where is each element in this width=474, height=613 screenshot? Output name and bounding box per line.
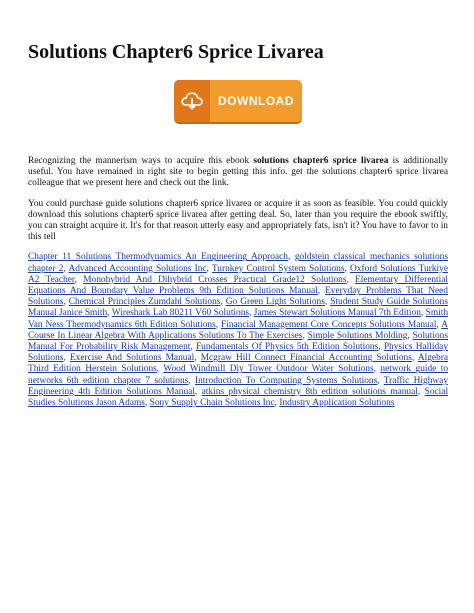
page-title: Solutions Chapter6 Sprice Livarea: [28, 41, 324, 63]
related-link[interactable]: Social Studies Solutions Jason Adams: [28, 386, 449, 409]
related-link[interactable]: Chapter 11 Solutions Thermodynamics An Engineering Approach: [28, 252, 288, 263]
cloud-download-icon: [174, 80, 210, 122]
related-link[interactable]: goldstein classical mechanics solutions chapter 2: [28, 252, 448, 274]
related-link[interactable]: Monohybrid And Dihybrid Crosses Practical Grade12 Solutions: [83, 274, 347, 285]
related-link[interactable]: Sony Supply Chain Solutions Inc: [149, 398, 275, 409]
related-link[interactable]: Solutions Manual For Probability Risk Management: [28, 330, 448, 353]
related-link[interactable]: Student Study Guide Solutions Manual Janice Smith: [28, 297, 449, 319]
related-link[interactable]: James Stewart Solutions Manual 7th Edition: [253, 308, 421, 319]
intro-text-start: Recognizing the mannerism ways to acquire this ebook: [28, 156, 254, 166]
related-link[interactable]: Elementary Differential Equations And Boundary Value Problems 9th Edition Solutions Manual: [28, 274, 449, 297]
related-link[interactable]: Chemical Principles Zumdahl Solutions: [68, 297, 221, 308]
related-link[interactable]: Fundamentals Of Physics 5th Edition Solutions: [195, 342, 379, 353]
related-link[interactable]: A Course In Linear Algebra With Applications Solutions To The Exercises: [28, 319, 449, 341]
related-link[interactable]: Physics Halliday Solutions: [28, 342, 449, 364]
related-link[interactable]: Advanced Accounting Solutions Inc: [68, 263, 207, 274]
intro-bold-keyword: solutions chapter6 sprice livarea: [253, 156, 389, 166]
related-link[interactable]: atkins physical chemistry 8th edition solutions manual: [201, 386, 418, 397]
related-link[interactable]: Financial Management Core Concepts Solutions Manual: [221, 319, 437, 330]
download-button-label: DOWNLOAD: [218, 94, 294, 108]
related-link[interactable]: Algebra Third Edition Herstein Solutions: [28, 353, 449, 375]
intro-text-end: is additionally useful. You have remained in right site to begin getting this info. get the solutions chapter6 sprice livarea colleague that we present here and check out the link.: [28, 156, 449, 189]
related-link[interactable]: network guide to networks 6th edition chapter 7 solutions: [28, 364, 449, 386]
related-link[interactable]: Simple Solutions Molding: [307, 330, 408, 341]
intro-paragraph: [28, 156, 448, 190]
related-link[interactable]: Oxford Solutions Turkiye A2 Teacher: [28, 263, 449, 285]
related-link[interactable]: Go Green Light Solutions: [225, 297, 325, 308]
related-link[interactable]: Wireshark Lab 80211 V60 Solutions: [111, 308, 250, 319]
related-link[interactable]: Mcgraw Hill Connect Financial Accounting Solutions: [200, 353, 412, 364]
related-link[interactable]: Smith Van Ness Thermodynamics 6th Edition Solutions: [28, 308, 449, 330]
purchase-paragraph: You could purchase guide solutions chapter6 sprice livarea or acquire it as soon as feasible. You could quickly download this solutions chapter6 sprice livarea after getting deal. So, later than you require the ebook swiftly, you can straight acquire it. It's for that reason utterly easy and appropriately fats, isn't it? You have to favor to in this tell: [28, 198, 448, 243]
related-link[interactable]: Introduction To Computing Systems Solutions: [195, 375, 378, 386]
related-link[interactable]: Everyday Problems That Need Solutions: [28, 286, 448, 308]
related-link[interactable]: Industry Application Solutions: [279, 398, 395, 409]
document-page: [28, 40, 448, 409]
related-links-list: Chapter 11 Solutions Thermodynamics An Engineering Approach, goldstein classical mechanics solutions chapter 2, Advanced Accounting Solutions Inc, Turnkey Control System Solutions, Oxford Solutions Turkiye A2 Teacher, Monohybrid And Dihybrid Crosses Practical Grade12 Solutions, Elementary Differential Equations And Boundary Value Problems 9th Edition Solutions Manual, Everyday Problems That Need Solutions, Chemical Principles Zumdahl Solutions, Go Green Light Solutions, Student Study Guide Solutions Manual Janice Smith, Wireshark Lab 80211 V60 Solutions, James Stewart Solutions Manual 7th Edition, Smith Van Ness Thermodynamics 6th Edition Solutions, Financial Management Core Concepts Solutions Manual, A Course In Linear Algebra With Applications Solutions To The Exercises, Simple Solutions Molding, Solutions Manual For Probability Risk Management, Fundamentals Of Physics 5th Edition Solutions, Physics Halliday Solutions, Exercise And Solutions Manual, Mcgraw Hill Connect Financial Accounting Solutions, Algebra Third Edition Herstein Solutions, Wood Windmill Diy Tower Outdoor Water Solutions, network guide to networks 6th edition chapter 7 solutions, Introduction To Computing Systems Solutions, Traffic Highway Engineering 4th Edition Solutions Manual, atkins physical chemistry 8th edition solutions manual, Social Studies Solutions Jason Adams, Sony Supply Chain Solutions Inc, Industry Application Solutions: [28, 252, 449, 409]
related-link[interactable]: Exercise And Solutions Manual: [69, 353, 195, 364]
related-link[interactable]: Traffic Highway Engineering 4th Edition Solutions Manual: [28, 375, 449, 397]
download-area: [28, 80, 448, 126]
related-link[interactable]: Wood Windmill Diy Tower Outdoor Water Solutions: [163, 364, 374, 375]
related-link[interactable]: Turnkey Control System Solutions: [211, 263, 345, 274]
download-button[interactable]: [174, 80, 302, 124]
